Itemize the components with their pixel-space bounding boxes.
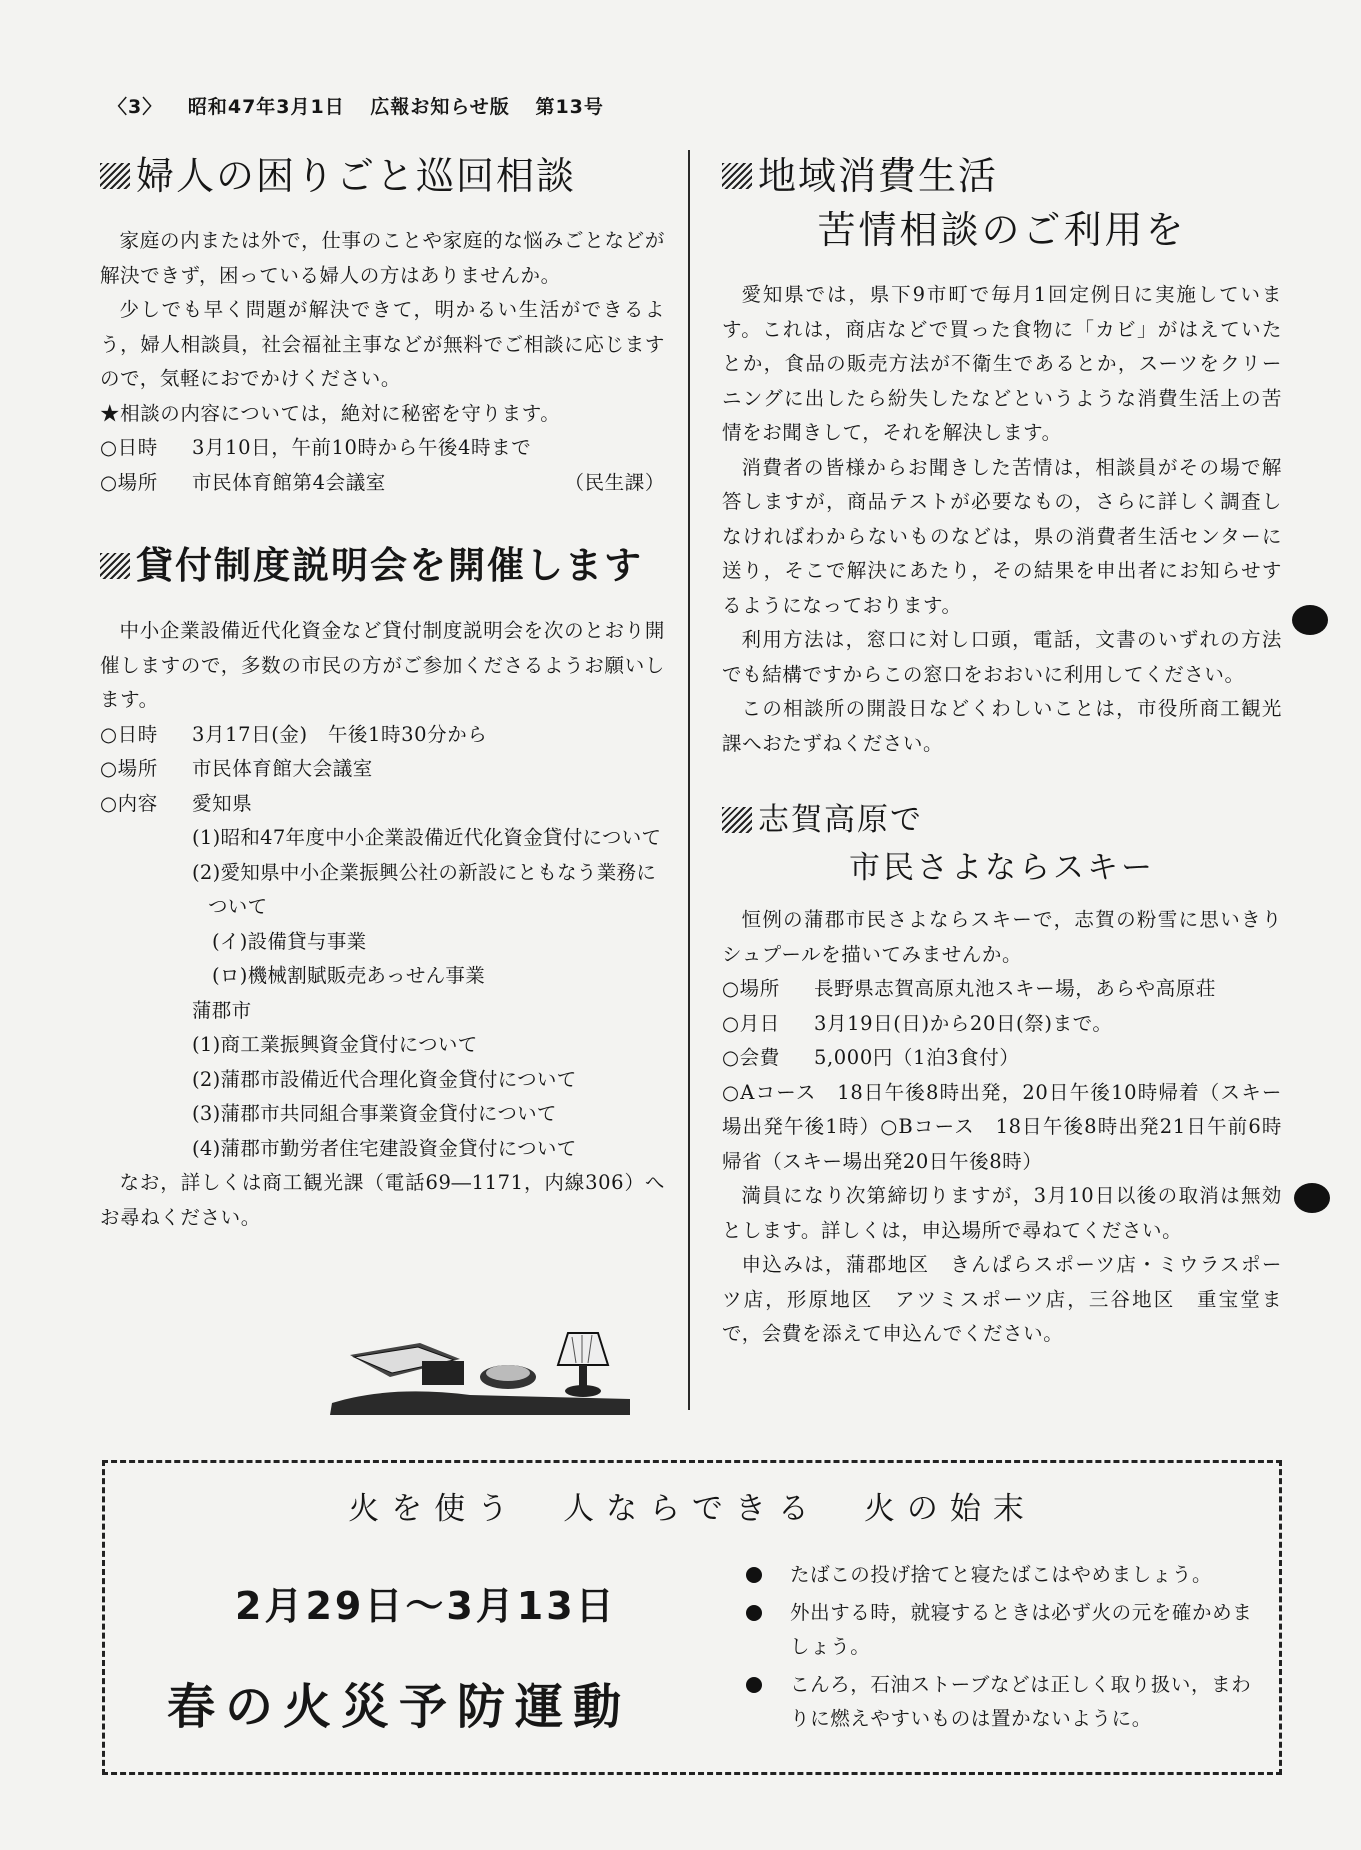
article-title: [722, 150, 1282, 202]
page-header: [108, 92, 622, 119]
list-item: (4)蒲郡市勤労者住宅建設資金貸付について: [192, 1136, 577, 1160]
paragraph: 消費者の皆様からお聞きした苦情は，相談員がその場で解答しますが，商品テストが必要なもの，さらに詳しく調査しなければわからないものなどは，県の消費者生活センターに送り，そこで解決にあたり，その結果を申出者にお知らせするようになっております。: [722, 455, 1282, 617]
paragraph: なお，詳しくは商工観光課（電話69―1171，内線306）へお尋ねください。: [100, 1171, 665, 1229]
article-subtitle: 市民さよならスキー: [849, 850, 1155, 886]
title-text: 貸付制度説明会を開催します: [136, 544, 643, 587]
hatch-marker-icon: [100, 163, 130, 189]
edition-name: 広報お知らせ版: [370, 96, 510, 118]
paragraph: 申込みは，蒲郡地区 きんぱらスポーツ店・ミウラスポーツ店，形原地区 アツミスポーツ店，三谷地区 重宝堂まで，会費を添えて申込んでください。: [722, 1253, 1282, 1345]
article-title: [100, 150, 665, 202]
title-text: 地域消費生活: [758, 154, 999, 198]
paragraph: この相談所の開設日などくわしいことは，市役所商工観光課へおたずねください。: [722, 697, 1282, 755]
right-column: [722, 150, 1282, 1352]
content-row: ○内容 愛知県: [100, 791, 253, 815]
paragraph: 恒例の蒲郡市民さよならスキーで，志賀の粉雪に思いきりシュプールを描いてみませんか。: [722, 908, 1282, 966]
list-heading: 蒲郡市: [192, 998, 252, 1022]
date-row: ○日時 3月17日(金) 午後1時30分から: [100, 722, 488, 746]
bullet-icon: [746, 1677, 762, 1693]
fire-prevention-box: [102, 1460, 1282, 1775]
lamp-stand-icon: [579, 1365, 587, 1387]
list-item: たばこの投げ捨てと寝たばこはやめましょう。: [740, 1558, 1260, 1592]
campaign-dates: 2月29日～3月13日: [235, 1584, 617, 1628]
women-consultation-article: [100, 150, 665, 500]
page-number: 〈3〉: [108, 96, 163, 118]
department-label: （民生課）: [564, 470, 665, 494]
list-item: (2)蒲郡市設備近代合理化資金貸付について: [192, 1067, 577, 1091]
list-item: (1)昭和47年度中小企業設備近代化資金貸付について: [192, 826, 662, 849]
place-row: ○場所 市民体育館大会議室: [100, 757, 373, 780]
hatch-marker-icon: [100, 553, 130, 579]
column-divider: [688, 150, 690, 1410]
article-subtitle: 苦情相談のご利用を: [817, 208, 1187, 252]
binding-hole-mark: [1294, 1183, 1330, 1213]
course-info: ○Aコース 18日午後8時出発，20日午後10時帰着（スキー場出発午後1時）○Bコース 18日午後8時出発21日午前6時帰省（スキー場出発20日午後8時）: [722, 1080, 1282, 1173]
fire-slogan: 火を使う 人ならできる 火の始末: [348, 1491, 1036, 1527]
left-column: [100, 150, 665, 1235]
article-title: [100, 540, 665, 592]
consumer-complaint-article: [722, 150, 1282, 761]
desk-illustration: [330, 1325, 630, 1415]
ski-trip-article: [722, 797, 1282, 1352]
book-stack-icon: [422, 1361, 464, 1385]
paragraph: 利用方法は，窓口に対し口頭，電話，文書のいずれの方法でも結構ですからこの窓口をおおいに利用してください。: [722, 628, 1282, 686]
place-row: ○場所 長野県志賀高原丸池スキー場，あらや高原荘: [722, 977, 1217, 1000]
lamp-shade-icon: [558, 1333, 608, 1365]
binding-hole-mark: [1292, 605, 1328, 635]
list-item: こんろ，石油ストーブなどは正しく取り扱い，まわりに燃えやすいものは置かないように。: [740, 1668, 1260, 1736]
title-text: 志賀高原で: [758, 802, 923, 838]
hatch-marker-icon: [722, 163, 752, 189]
date-row: ○月日 3月19日(日)から20日(祭)まで。: [722, 1011, 1113, 1035]
title-text: 婦人の困りごと巡回相談: [136, 154, 577, 198]
list-item: (ロ)機械割賦販売あっせん事業: [212, 964, 486, 987]
paragraph: 少しでも早く問題が解決できて，明かるい生活ができるよう，婦人相談員，社会福祉主事などが無料でご相談に応じますので，気軽におでかけください。: [100, 298, 665, 390]
issue-date: 昭和47年3月1日: [187, 96, 345, 118]
confidentiality-note: ★相談の内容については，絶対に秘密を守ります。: [100, 401, 561, 425]
paragraph: 家庭の内または外で，仕事のことや家庭的な悩みごとなどが解決できず，困っている婦人の方はありませんか。: [100, 229, 665, 287]
list-item: (イ)設備貸与事業: [212, 929, 367, 953]
list-item: (3)蒲郡市共同組合事業資金貸付について: [192, 1102, 557, 1125]
paragraph: 中小企業設備近代化資金など貸付制度説明会を次のとおり開催しますので，多数の市民の方がご参加くださるようお願いします。: [100, 619, 665, 711]
campaign-title: 春の火災予防運動: [167, 1679, 632, 1735]
date-row: ○日時 3月10日，午前10時から午後4時まで: [100, 436, 532, 459]
place-row: ○場所 市民体育館第4会議室 （民生課）: [100, 466, 665, 501]
issue-number: 第13号: [535, 96, 604, 118]
paragraph: 愛知県では，県下9市町で毎月1回定例日に実施しています。これは，商店などで買った食物に「カビ」がはえていたとか，食品の販売方法が不衛生であるとか，スーツをクリーニングに出したら紛失したなどというような消費生活上の苦情をお聞きして，それを解決します。: [722, 283, 1282, 444]
loan-briefing-article: [100, 540, 665, 1235]
bullet-icon: [746, 1605, 762, 1621]
lamp-base-icon: [565, 1385, 601, 1397]
fee-row: ○会費 5,000円（1泊3食付）: [722, 1046, 1020, 1069]
hatch-marker-icon: [722, 807, 752, 833]
article-title: [722, 797, 1282, 843]
bullet-icon: [746, 1567, 762, 1583]
list-item: (2)愛知県中小企業振興公社の新設にともなう業務について: [192, 860, 657, 918]
ashtray-inner-icon: [486, 1365, 530, 1381]
list-item: (1)商工業振興資金貸付について: [192, 1033, 478, 1056]
paragraph: 満員になり次第締切りますが，3月10日以後の取消は無効とします。詳しくは，申込場所で尋ねてください。: [722, 1184, 1282, 1242]
fire-safety-list: [740, 1558, 1260, 1740]
list-item: 外出する時，就寝するときは必ず火の元を確かめましょう。: [740, 1596, 1260, 1664]
